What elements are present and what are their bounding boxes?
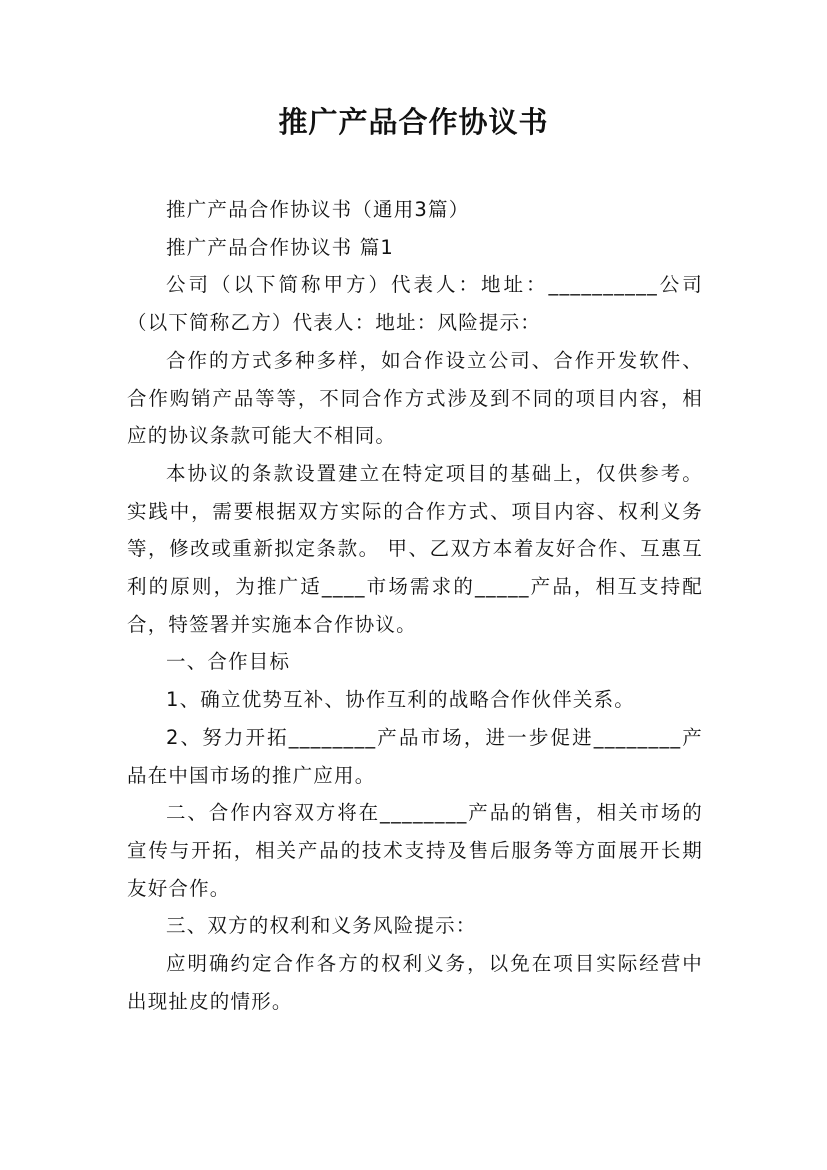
preamble-paragraph: 本协议的条款设置建立在特定项目的基础上，仅供参考。实践中，需要根据双方实际的合作方式、项目内容、权利义务等，修改或重新拟定条款。 甲、乙双方本着友好合作、互惠互利的原则，为推广适____市场需求的_____产品，相互支持配合，特签署并实施本合作协议。 — [127, 461, 703, 636]
section-heading-rights: 三、双方的权利和义务风险提示： — [166, 914, 477, 938]
subtitle-paragraph: 推广产品合作协议书（通用3篇） — [166, 198, 470, 221]
document-title: 推广产品合作协议书 — [278, 105, 549, 139]
section-heading-part-1: 推广产品合作协议书 篇1 — [166, 235, 395, 259]
cooperation-forms-paragraph: 合作的方式多种多样，如合作设立公司、合作开发软件、合作购销产品等等，不同合作方式涉及到不同的项目内容，相应的协议条款可能大不相同。 — [127, 348, 703, 448]
document-body — [127, 191, 703, 1020]
rights-note-paragraph: 应明确约定合作各方的权利义务，以免在项目实际经营中出现扯皮的情形。 — [127, 952, 703, 1013]
cooperation-content-paragraph: 二、合作内容双方将在________产品的销售，相关市场的宣传与开拓，相关产品的技术支持及售后服务等方面展开长期友好合作。 — [127, 801, 703, 900]
section-heading-goals: 一、合作目标 — [166, 650, 291, 674]
goal-item-2: 2、努力开拓________产品市场，进一步促进________产品在中国市场的推广应用。 — [127, 725, 703, 787]
parties-paragraph: 公司（以下简称甲方）代表人：地址：__________公司（以下简称乙方）代表人：地址：风险提示： — [127, 273, 703, 335]
goal-item-1: 1、确立优势互补、协作互利的战略合作伙伴关系。 — [166, 688, 636, 712]
